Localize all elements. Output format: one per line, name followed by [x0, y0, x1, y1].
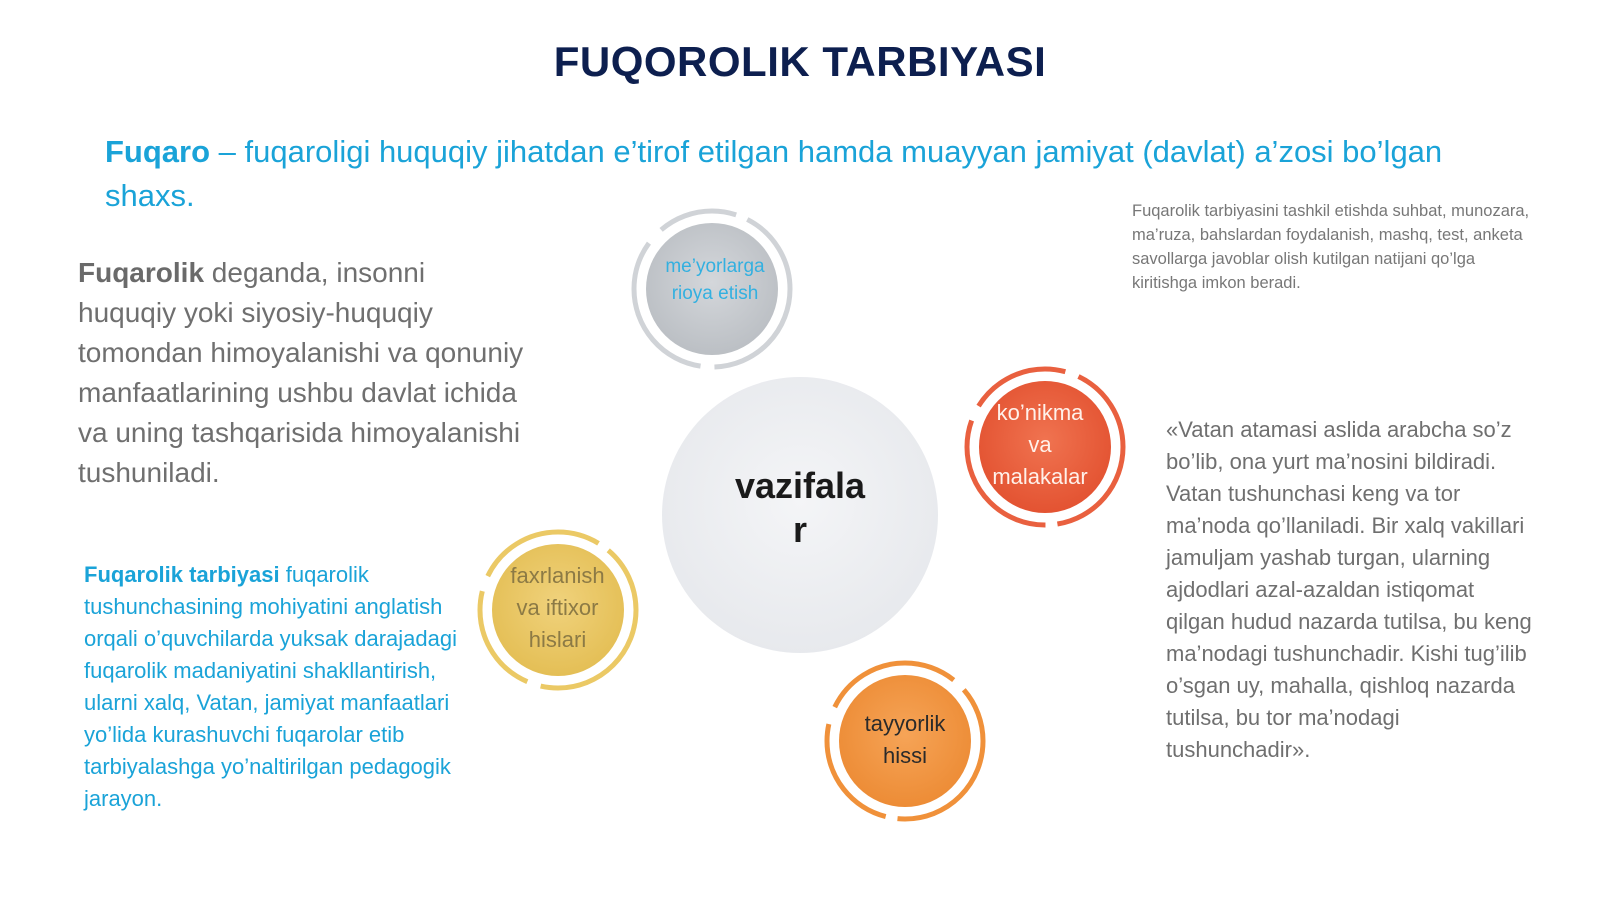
node-orange-label: tayyorlik hissi [864, 711, 946, 768]
vatan-quote: «Vatan atamasi aslida arabcha so’z bo’lib, ona yurt ma’nosini bildiradi. Vatan tushunchasi keng va tor ma’noda qo’llaniladi. Bir xalq vakillari jamuljam yashab turgan, ularning ajdodlari azal-azaldan istiqomat qilgan hudud nazarda tutilsa, bu keng ma’nodagi tushunchadir. Kishi tug’ilib o’sgan uy, mahalla, qishloq nazarda tutilsa, bu tor ma’nodagi tushunchadir». [1166, 417, 1532, 762]
methods-note: Fuqarolik tarbiyasini tashkil etishda suhbat, munozara, ma’ruza, bahslardan foydalanish, mashq, test, anketa savollarga javoblar olish kutilgan natijani qo’lga kiritishga imkon beradi. [1132, 202, 1530, 292]
citizenship-term: Fuqarolik [78, 257, 205, 288]
citizen-definition-text: – fuqaroligi huquqiy jihatdan e’tirof etilgan hamda muayyan jamiyat (davlat) a’zosi bo’lgan shaxs. [105, 134, 1443, 213]
slide-title: FUQOROLIK TARBIYASI [553, 38, 1047, 85]
node-yellow-label: faxrlanish va iftixor hislari [510, 562, 605, 652]
node-gray-label: me’yorlarga rioya etish [665, 256, 765, 304]
civic-education-text: fuqarolik tushunchasining mohiyatini anglatish orqali o’quvchilarda yuksak darajadagi fuqarolik madaniyatini shakllantirish, ularni xalq, Vatan, jamiyat manfaatlari yo’lida kurashuvchi fuqarolar etib tarbiyalashga yo’naltirilgan pedagogik jarayon. [84, 562, 458, 811]
center-label: vazifala r [734, 465, 866, 550]
citizen-term: Fuqaro [105, 134, 211, 169]
node-red-label: ko’nikma va malakalar [992, 400, 1088, 489]
citizenship-text: deganda, insonni huquqiy yoki siyosiy-huquqiy tomondan himoyalanishi va qonuniy manfaatlarining ushbu davlat ichida va uning tashqarisida himoyalanishi tushuniladi. [78, 257, 524, 488]
civic-education-term: Fuqarolik tarbiyasi [84, 562, 280, 587]
